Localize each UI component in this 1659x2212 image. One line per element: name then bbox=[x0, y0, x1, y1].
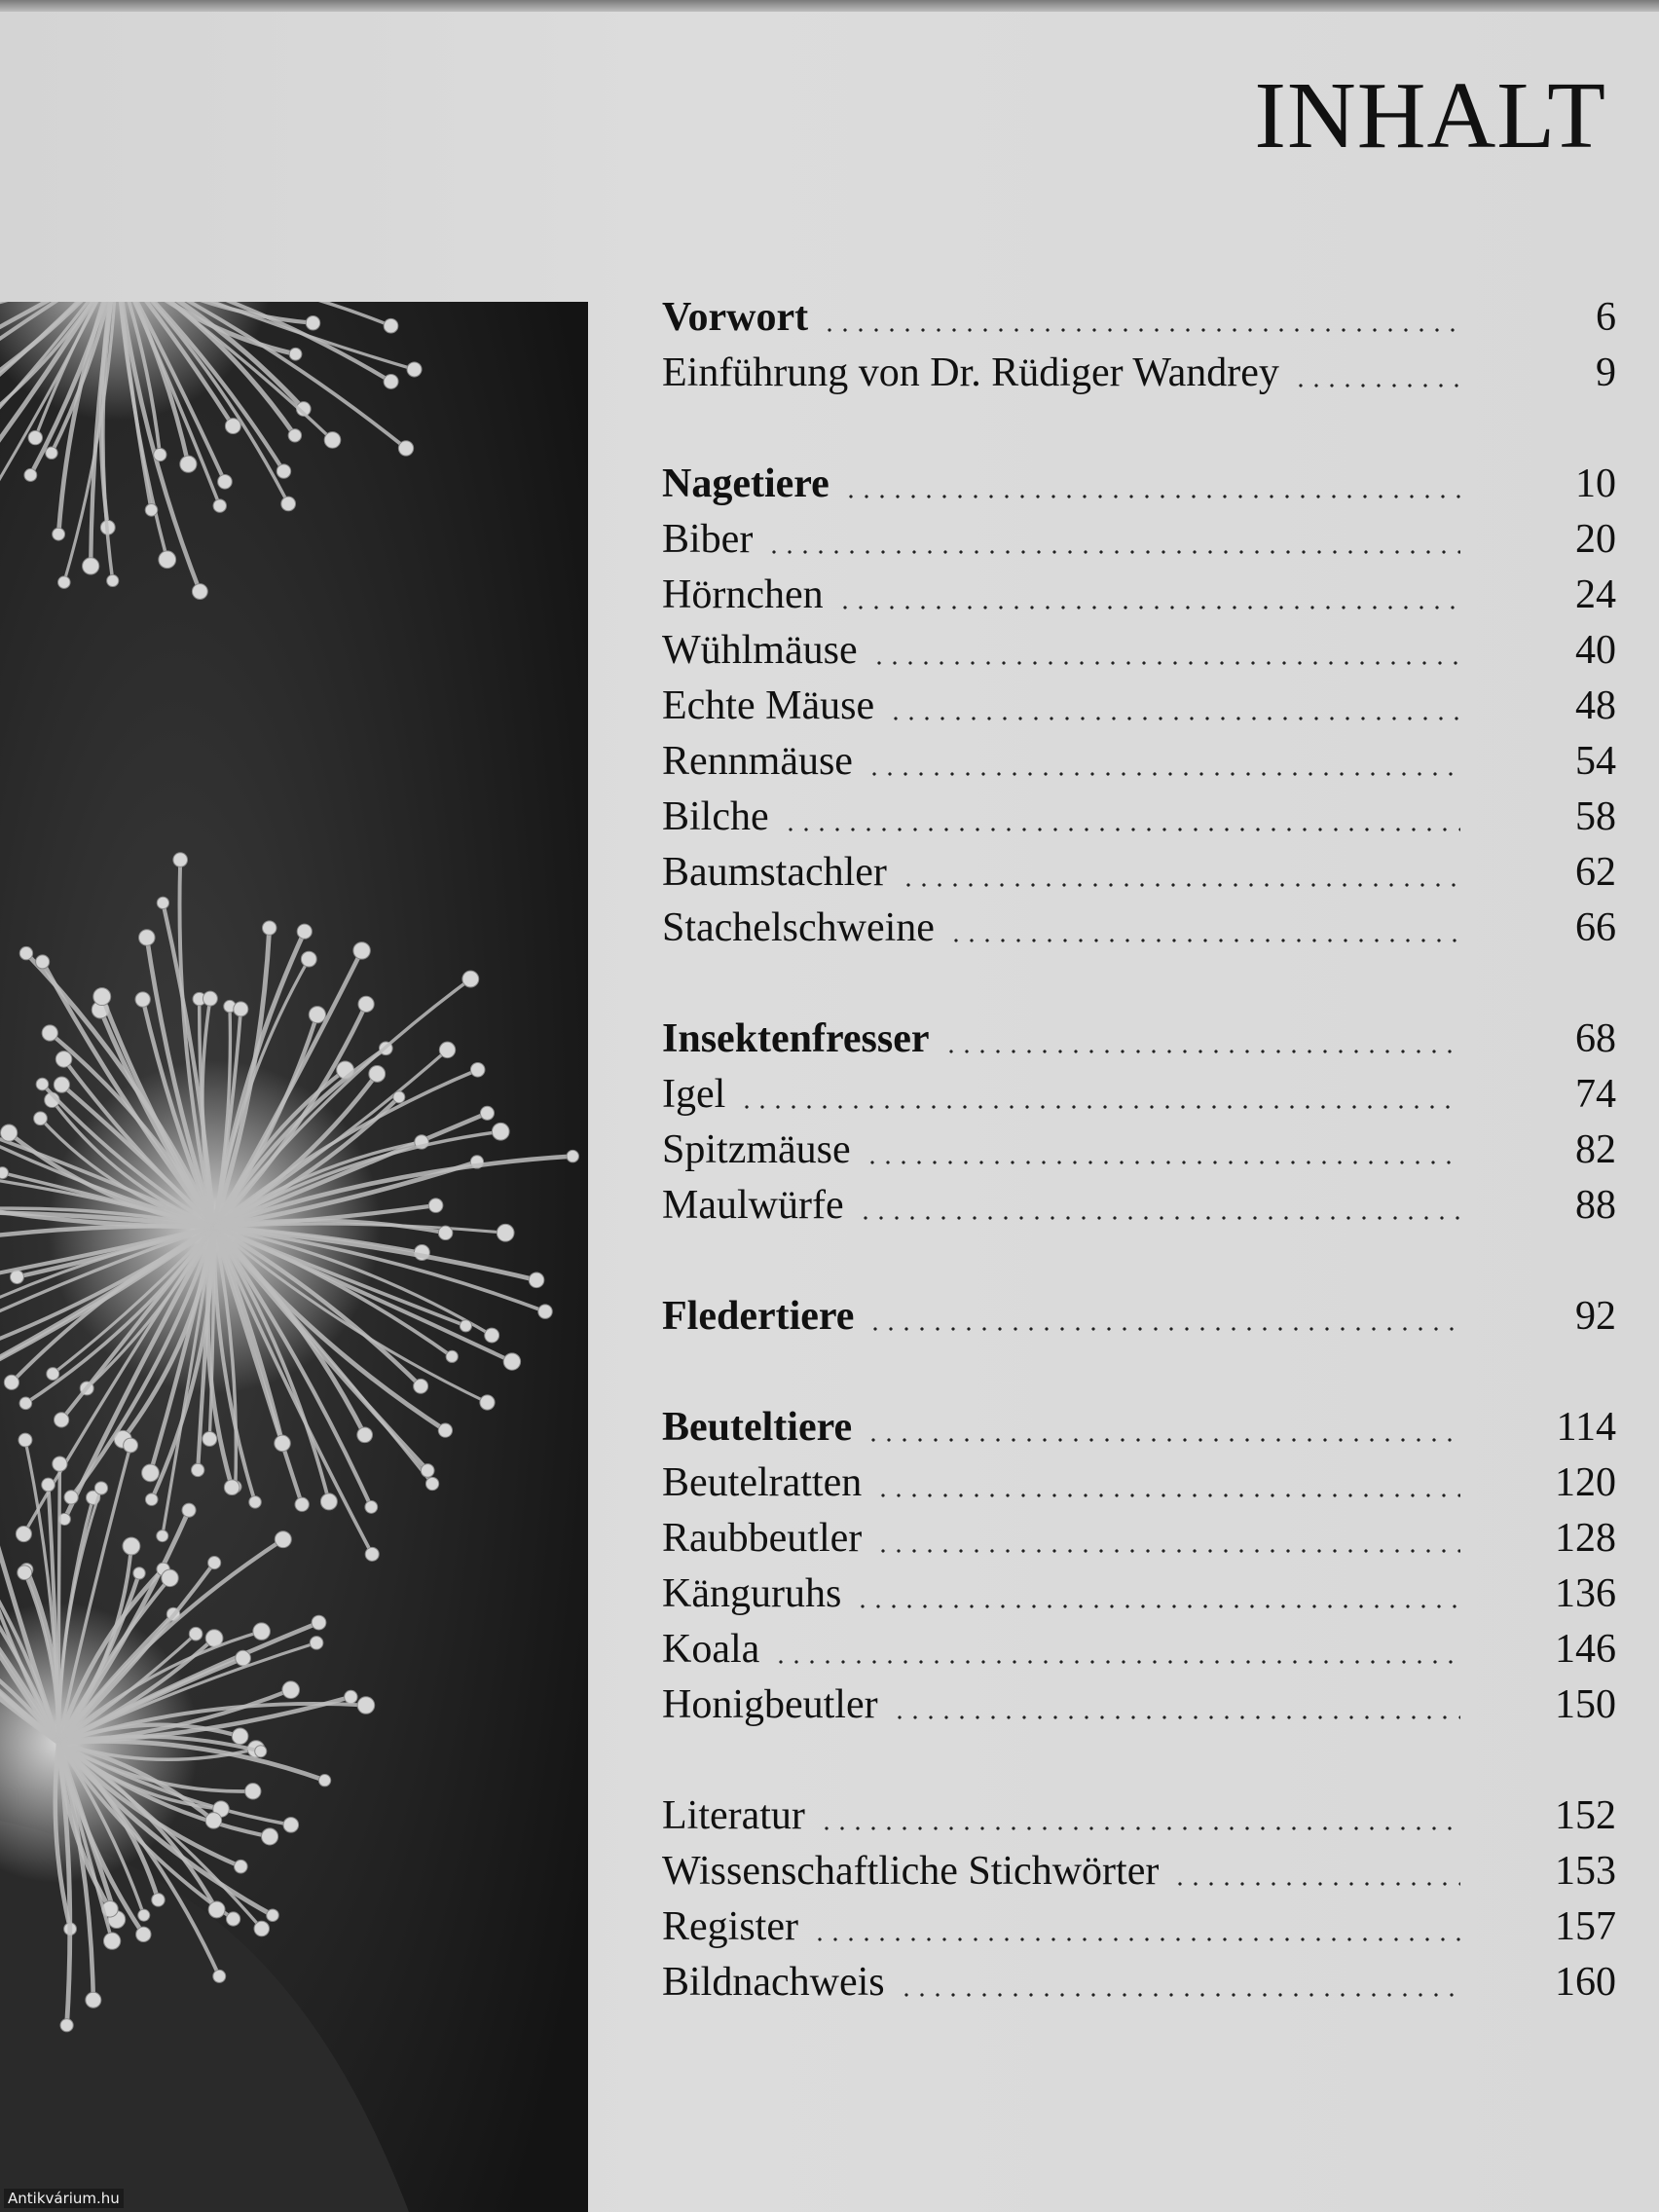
dot-leader bbox=[843, 495, 1460, 498]
toc-entry-page-number: 20 bbox=[1575, 517, 1616, 562]
toc-entry-page-number: 120 bbox=[1555, 1460, 1616, 1505]
toc-entry-page-number: 114 bbox=[1556, 1405, 1616, 1450]
toc-entry-label: Biber bbox=[662, 517, 754, 562]
toc-entry-page-number: 157 bbox=[1555, 1904, 1616, 1949]
toc-entry bbox=[662, 845, 1616, 901]
toc-entry-label: Nagetiere bbox=[662, 461, 830, 506]
toc-section-heading bbox=[662, 457, 1616, 512]
toc-entry-page-number: 146 bbox=[1555, 1627, 1616, 1672]
dot-leader bbox=[866, 772, 1460, 776]
dot-leader bbox=[783, 828, 1460, 831]
toc-section-heading bbox=[662, 290, 1616, 346]
dot-leader bbox=[943, 1050, 1460, 1053]
toc-entry-label: Insektenfresser bbox=[662, 1016, 930, 1061]
toc-section bbox=[662, 457, 1616, 956]
page-title: INHALT bbox=[1254, 63, 1606, 168]
toc-entry bbox=[662, 346, 1616, 401]
toc-entry-label: Hörnchen bbox=[662, 572, 824, 617]
toc-entry-page-number: 62 bbox=[1575, 850, 1616, 895]
toc-entry-label: Beuteltiere bbox=[662, 1405, 853, 1450]
toc-entry bbox=[662, 1955, 1616, 2010]
toc-entry bbox=[662, 1123, 1616, 1178]
toc-entry bbox=[662, 901, 1616, 956]
toc-section bbox=[662, 290, 1616, 401]
toc-entry-label: Raubbeutler bbox=[662, 1516, 863, 1561]
dot-leader bbox=[871, 661, 1460, 665]
toc-entry bbox=[662, 512, 1616, 568]
toc-entry bbox=[662, 1511, 1616, 1567]
toc-entry-page-number: 10 bbox=[1575, 461, 1616, 506]
toc-entry bbox=[662, 679, 1616, 734]
toc-entry-label: Baumstachler bbox=[662, 850, 887, 895]
toc-entry-label: Fledertiere bbox=[662, 1294, 855, 1339]
dot-leader bbox=[812, 1937, 1460, 1941]
toc-entry-page-number: 152 bbox=[1555, 1793, 1616, 1838]
toc-section bbox=[662, 1289, 1616, 1345]
toc-entry bbox=[662, 1899, 1616, 1955]
toc-entry bbox=[662, 790, 1616, 845]
toc-section bbox=[662, 1400, 1616, 1733]
toc-entry-page-number: 9 bbox=[1596, 350, 1616, 395]
toc-section-heading bbox=[662, 1012, 1616, 1067]
dot-leader bbox=[875, 1493, 1460, 1497]
dot-leader bbox=[1172, 1882, 1460, 1886]
dot-leader bbox=[888, 717, 1460, 720]
toc-entry bbox=[662, 1567, 1616, 1622]
toc-section-heading bbox=[662, 1400, 1616, 1456]
toc-entry-page-number: 153 bbox=[1555, 1849, 1616, 1894]
toc-entry-label: Rennmäuse bbox=[662, 739, 853, 784]
dot-leader bbox=[822, 328, 1460, 332]
toc-entry-label: Igel bbox=[662, 1072, 726, 1117]
toc-entry-label: Wissenschaftliche Stichwörter bbox=[662, 1849, 1160, 1894]
toc-entry-label: Koala bbox=[662, 1627, 760, 1672]
toc-entry-page-number: 66 bbox=[1575, 905, 1616, 950]
dot-leader bbox=[837, 606, 1460, 609]
toc-entry bbox=[662, 1788, 1616, 1844]
toc-entry-page-number: 150 bbox=[1555, 1682, 1616, 1727]
dot-leader bbox=[865, 1161, 1460, 1164]
toc-entry-page-number: 88 bbox=[1575, 1183, 1616, 1228]
toc-entry-label: Register bbox=[662, 1904, 798, 1949]
dot-leader bbox=[855, 1604, 1460, 1608]
toc-entry-page-number: 6 bbox=[1596, 295, 1616, 340]
dot-leader bbox=[739, 1105, 1460, 1109]
toc-entry-page-number: 24 bbox=[1575, 572, 1616, 617]
toc-entry-label: Vorwort bbox=[662, 295, 809, 340]
dot-leader bbox=[819, 1826, 1460, 1830]
dot-leader bbox=[875, 1549, 1460, 1553]
table-of-contents bbox=[662, 290, 1616, 2066]
toc-entry-page-number: 58 bbox=[1575, 794, 1616, 839]
dot-leader bbox=[773, 1660, 1460, 1664]
toc-entry-label: Literatur bbox=[662, 1793, 805, 1838]
toc-section bbox=[662, 1788, 1616, 2010]
watermark: Antikvárium.hu bbox=[4, 2189, 124, 2208]
toc-section bbox=[662, 1012, 1616, 1234]
dot-leader bbox=[866, 1438, 1460, 1442]
toc-entry-page-number: 160 bbox=[1555, 1960, 1616, 2005]
dot-leader bbox=[948, 939, 1460, 942]
toc-entry-page-number: 92 bbox=[1575, 1294, 1616, 1339]
toc-entry bbox=[662, 568, 1616, 623]
toc-entry-page-number: 128 bbox=[1555, 1516, 1616, 1561]
toc-section-heading bbox=[662, 1289, 1616, 1345]
toc-entry bbox=[662, 1677, 1616, 1733]
toc-entry-page-number: 82 bbox=[1575, 1127, 1616, 1172]
toc-entry-label: Honigbeutler bbox=[662, 1682, 878, 1727]
dot-leader bbox=[858, 1216, 1460, 1220]
dot-leader bbox=[766, 550, 1460, 554]
toc-entry-page-number: 54 bbox=[1575, 739, 1616, 784]
toc-entry bbox=[662, 1178, 1616, 1234]
page-top-edge bbox=[0, 0, 1659, 12]
toc-entry bbox=[662, 1844, 1616, 1899]
toc-entry-label: Echte Mäuse bbox=[662, 683, 875, 728]
toc-entry bbox=[662, 623, 1616, 679]
toc-entry bbox=[662, 1067, 1616, 1123]
dot-leader bbox=[1293, 384, 1460, 387]
dot-leader bbox=[892, 1715, 1460, 1719]
toc-entry bbox=[662, 734, 1616, 790]
dot-leader bbox=[901, 883, 1460, 887]
dot-leader bbox=[867, 1327, 1460, 1331]
toc-entry-page-number: 68 bbox=[1575, 1016, 1616, 1061]
toc-entry-label: Bildnachweis bbox=[662, 1960, 885, 2005]
toc-entry-label: Spitzmäuse bbox=[662, 1127, 851, 1172]
toc-entry-page-number: 74 bbox=[1575, 1072, 1616, 1117]
toc-entry-label: Wühlmäuse bbox=[662, 628, 858, 673]
toc-entry-label: Bilche bbox=[662, 794, 769, 839]
toc-entry bbox=[662, 1456, 1616, 1511]
dot-leader bbox=[899, 1993, 1460, 1997]
toc-entry-label: Stachelschweine bbox=[662, 905, 935, 950]
flower-photo bbox=[0, 302, 588, 2212]
toc-entry-label: Einführung von Dr. Rüdiger Wandrey bbox=[662, 350, 1279, 395]
toc-entry-page-number: 48 bbox=[1575, 683, 1616, 728]
toc-entry-label: Beutelratten bbox=[662, 1460, 863, 1505]
toc-entry-label: Maulwürfe bbox=[662, 1183, 844, 1228]
toc-entry-page-number: 40 bbox=[1575, 628, 1616, 673]
toc-entry bbox=[662, 1622, 1616, 1677]
toc-entry-label: Känguruhs bbox=[662, 1571, 842, 1616]
toc-entry-page-number: 136 bbox=[1555, 1571, 1616, 1616]
